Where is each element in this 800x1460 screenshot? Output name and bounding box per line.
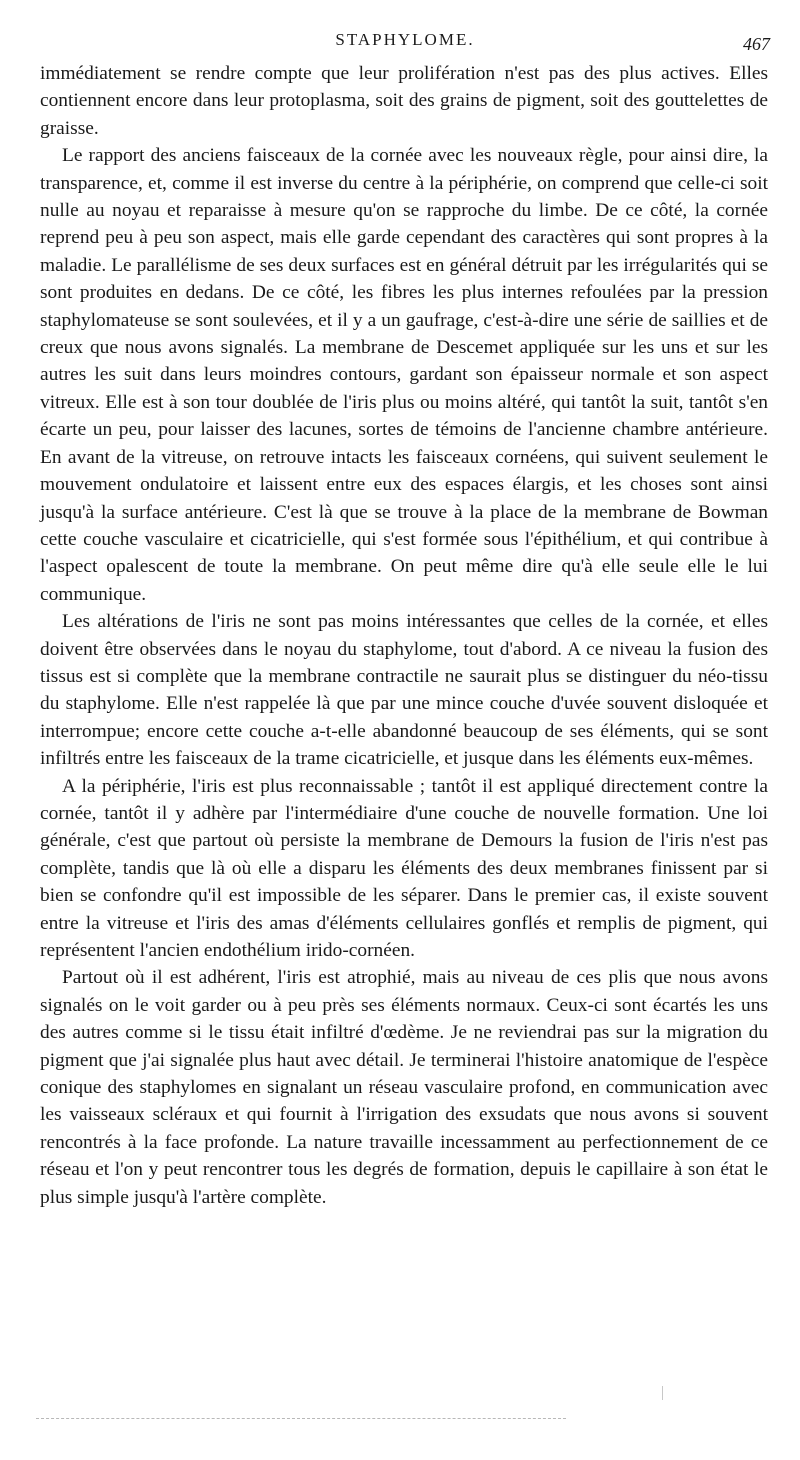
body-text [40, 60, 768, 1211]
page-number: 467 [743, 34, 770, 54]
paragraph-iris-periphery: A la périphérie, l'iris est plus reconnaissable ; tantôt il est appliqué directement contre la cornée, tantôt il y adhère par l'intermédiaire d'une couche de nouvelle formation. Une loi générale, c'est que partout où persiste la membrane de Demours la fusion de l'iris n'est pas complète, tandis que là où elle a disparu les éléments des deux membranes finissent par si bien se confondre qu'il est impossible de les séparer. Dans le premier cas, il existe souvent entre la vitreuse et l'iris des amas d'éléments cellulaires gonflés et remplis de pigment, qui représentent l'ancien endothélium irido-cornéen. [40, 775, 768, 961]
running-title: STAPHYLOME. [335, 30, 475, 49]
paragraph-iris-alterations: Les altérations de l'iris ne sont pas moins intéressantes que celles de la cornée, et elles doivent être observées dans le noyau du staphylome, tout d'abord. A ce niveau la fusion des tissus est si complète que la membrane contractile ne saurait plus se distinguer du néo-tissu du staphylome. Elle n'est rappelée là que par une mince couche d'uvée souvent disloquée et interrompue; encore cette couche a-t-elle abandonné beaucoup de ses éléments, qui se sont infiltrés entre les faisceaux de la trame cicatricielle, et jusque dans les éléments eux-mêmes. [40, 611, 768, 770]
paragraph-cornea-transparency: Le rapport des anciens faisceaux de la cornée avec les nouveaux règle, pour ainsi dire, la transparence, et, comme il est inverse du centre à la périphérie, on comprend que celle-ci soit nulle au noyau et reparaisse à mesure qu'on se rapproche du limbe. De ce côté, la cornée reprend peu à peu son aspect, mais elle garde cependant des caractères qui sont propres à la maladie. Le parallélisme de ses deux surfaces est en général détruit par les irrégularités qui se sont produites en dedans. De ce côté, les fibres les plus internes refoulées par la pression staphylomateuse se sont soulevées, et il y a un gaufrage, c'est-à-dire une série de saillies et de creux que nous avons signalés. La membrane de Descemet appliquée sur les uns et sur les autres les suit dans leurs moindres contours, gardant son épaisseur normale et son aspect vitreux. Elle est à son tour doublée de l'iris plus ou moins altéré, qui tantôt la suit, tantôt s'en écarte un peu, pour laisser des lacunes, sortes de témoins de l'ancienne chambre antérieure. En avant de la vitreuse, on retrouve intacts les faisceaux cornéens, qui suivent seulement le mouvement ondulatoire et laissent entre eux des espaces élargis, et les choses sont ainsi jusqu'à la surface antérieure. C'est là que se trouve à la place de la membrane de Bowman cette couche vasculaire et cicatricielle, qui s'est formée sous l'épithélium, et qui contribue à l'aspect opalescent de toute la membrane. On peut même dire qu'à elle seule elle le lui communique. [40, 145, 768, 605]
page-header [40, 30, 770, 58]
paragraph-continuation: immédiatement se rendre compte que leur prolifération n'est pas des plus actives. Elles contiennent encore dans leur protoplasma, soit des grains de pigment, soit des gouttelettes de graisse. [40, 63, 768, 139]
margin-mark [662, 1386, 663, 1400]
paragraph-iris-atrophy: Partout où il est adhérent, l'iris est atrophié, mais au niveau de ces plis que nous avons signalés on le voit garder ou à peu près ses éléments normaux. Ceux-ci sont écartés les uns des autres comme si le tissu était infiltré d'œdème. Je ne reviendrai pas sur la migration du pigment que j'ai signalée plus haut avec détail. Je terminerai l'histoire anatomique de l'espèce conique des staphylomes en signalant un réseau vasculaire profond, en communication avec les vaisseaux scléraux et qui fournit à l'irrigation des exsudats que nous avons si souvent rencontrés à la face profonde. La nature travaille incessamment au perfectionnement de ce réseau et l'on y peut rencontrer tous les degrés de formation, depuis le capillaire à son état le plus simple jusqu'à l'artère complète. [40, 967, 768, 1208]
footer-rule [36, 1418, 566, 1419]
